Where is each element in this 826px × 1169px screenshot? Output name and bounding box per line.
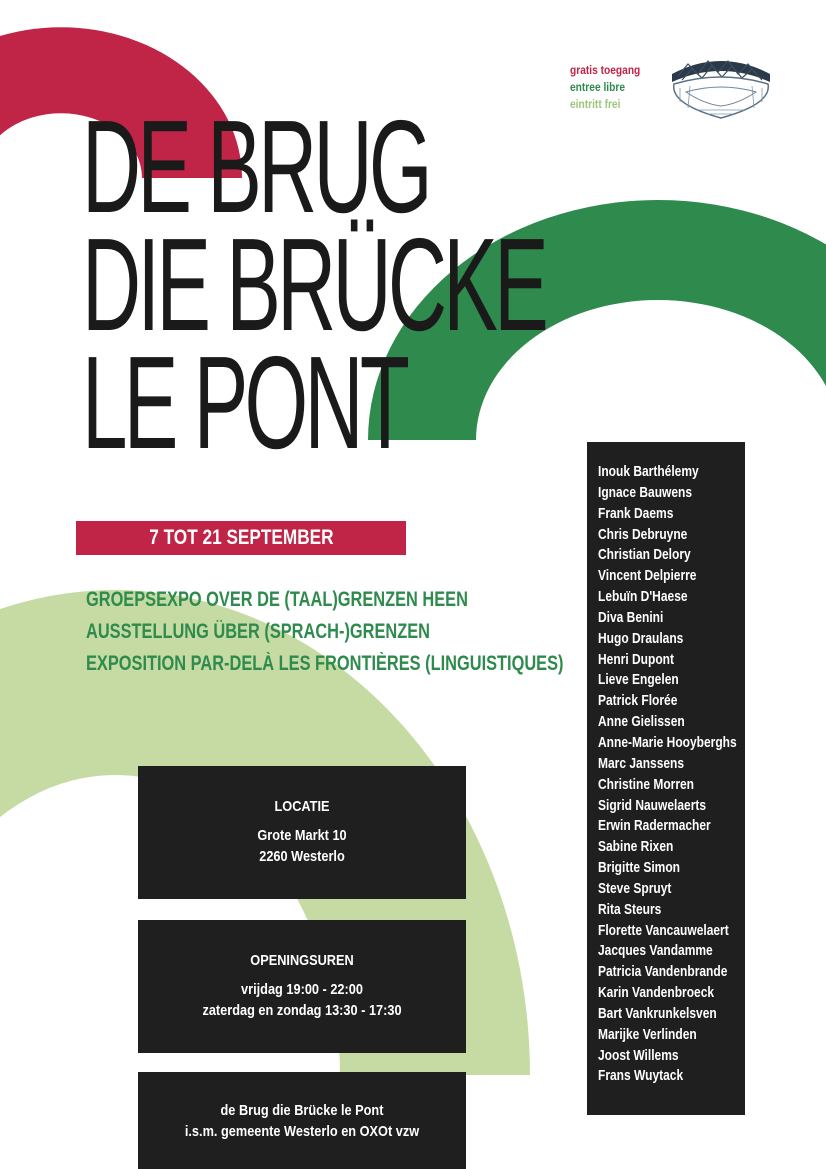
artist-name: Inouk Barthélemy	[598, 463, 699, 480]
artist-name: Patricia Vandenbrande	[598, 963, 728, 981]
subtitle-fr: EXPOSITION PAR-DELÀ LES FRONTIÈRES (LINGUISTIQUES)	[86, 652, 564, 675]
date-text: 7 TOT 21 SEPTEMBER	[148, 526, 334, 549]
artist-name: Diva Benini	[598, 608, 664, 626]
artist-name: Marc Janssens	[598, 754, 685, 772]
artist-name: Bart Vankrunkelsven	[598, 1004, 717, 1022]
hours-heading: OPENINGSUREN	[250, 952, 354, 969]
hours-box	[138, 920, 466, 1053]
location-street: Grote Markt 10	[257, 827, 347, 844]
artist-name: Lieve Engelen	[598, 671, 679, 689]
artist-name: Hugo Draulans	[598, 629, 684, 647]
organizer-box	[138, 1072, 466, 1169]
artist-name: Steve Spruyt	[598, 879, 672, 897]
artist-name: Marijke Verlinden	[598, 1025, 697, 1043]
location-city: 2260 Westerlo	[259, 848, 345, 865]
artist-name: Christine Morren	[598, 775, 695, 793]
artist-name: Florette Vancauwelaert	[598, 921, 729, 939]
artist-name: Sigrid Nauwelaerts	[598, 796, 707, 814]
location-box	[138, 766, 466, 899]
artist-name: Karin Vandenbroeck	[598, 984, 715, 1002]
organizer-partners: i.s.m. gemeente Westerlo en OXOt vzw	[184, 1123, 420, 1140]
artist-list-panel	[587, 442, 745, 1115]
artist-name: Henri Dupont	[598, 650, 674, 668]
hours-weekend: zaterdag en zondag 13:30 - 17:30	[202, 1002, 402, 1019]
entry-de: eintritt frei	[570, 97, 621, 111]
subtitle-nl: GROEPSEXPO OVER DE (TAAL)GRENZEN HEEN	[86, 588, 468, 611]
entry-fr: entree libre	[570, 80, 625, 94]
subtitle-de: AUSSTELLUNG ÜBER (SPRACH-)GRENZEN	[86, 620, 430, 643]
artist-name: Frans Wuytack	[598, 1067, 684, 1085]
artist-name: Jacques Vandamme	[598, 942, 713, 960]
organizer-name: de Brug die Brücke le Pont	[220, 1102, 384, 1119]
artist-name: Joost Willems	[598, 1046, 679, 1064]
artist-name: Christian Delory	[598, 546, 691, 564]
location-heading: LOCATIE	[274, 798, 330, 815]
entry-nl: gratis toegang	[570, 63, 641, 77]
title-line-fr: LE PONT	[82, 329, 407, 476]
artist-name: Brigitte Simon	[598, 859, 681, 877]
artist-list	[598, 462, 745, 1087]
artist-name: Lebuïn D'Haese	[598, 588, 688, 606]
artist-name: Anne Gielissen	[598, 713, 685, 731]
artist-name: Patrick Florée	[598, 692, 678, 710]
artist-name: Frank Daems	[598, 504, 674, 522]
hours-friday: vrijdag 19:00 - 22:00	[241, 981, 363, 998]
artist-name: Ignace Bauwens	[598, 483, 693, 501]
artist-name: Sabine Rixen	[598, 838, 674, 856]
artist-name: Rita Steurs	[598, 900, 662, 918]
artist-name: Vincent Delpierre	[598, 567, 697, 585]
title-line-nl: DE BRUG	[82, 93, 429, 240]
title-line-de: DIE BRÜCKE	[82, 211, 546, 358]
artist-name: Anne-Marie Hooyberghs	[598, 733, 737, 751]
artist-name: Erwin Radermacher	[598, 817, 711, 835]
entry-info	[570, 62, 653, 113]
date-banner	[76, 521, 406, 555]
artist-name: Chris Debruyne	[598, 525, 688, 543]
